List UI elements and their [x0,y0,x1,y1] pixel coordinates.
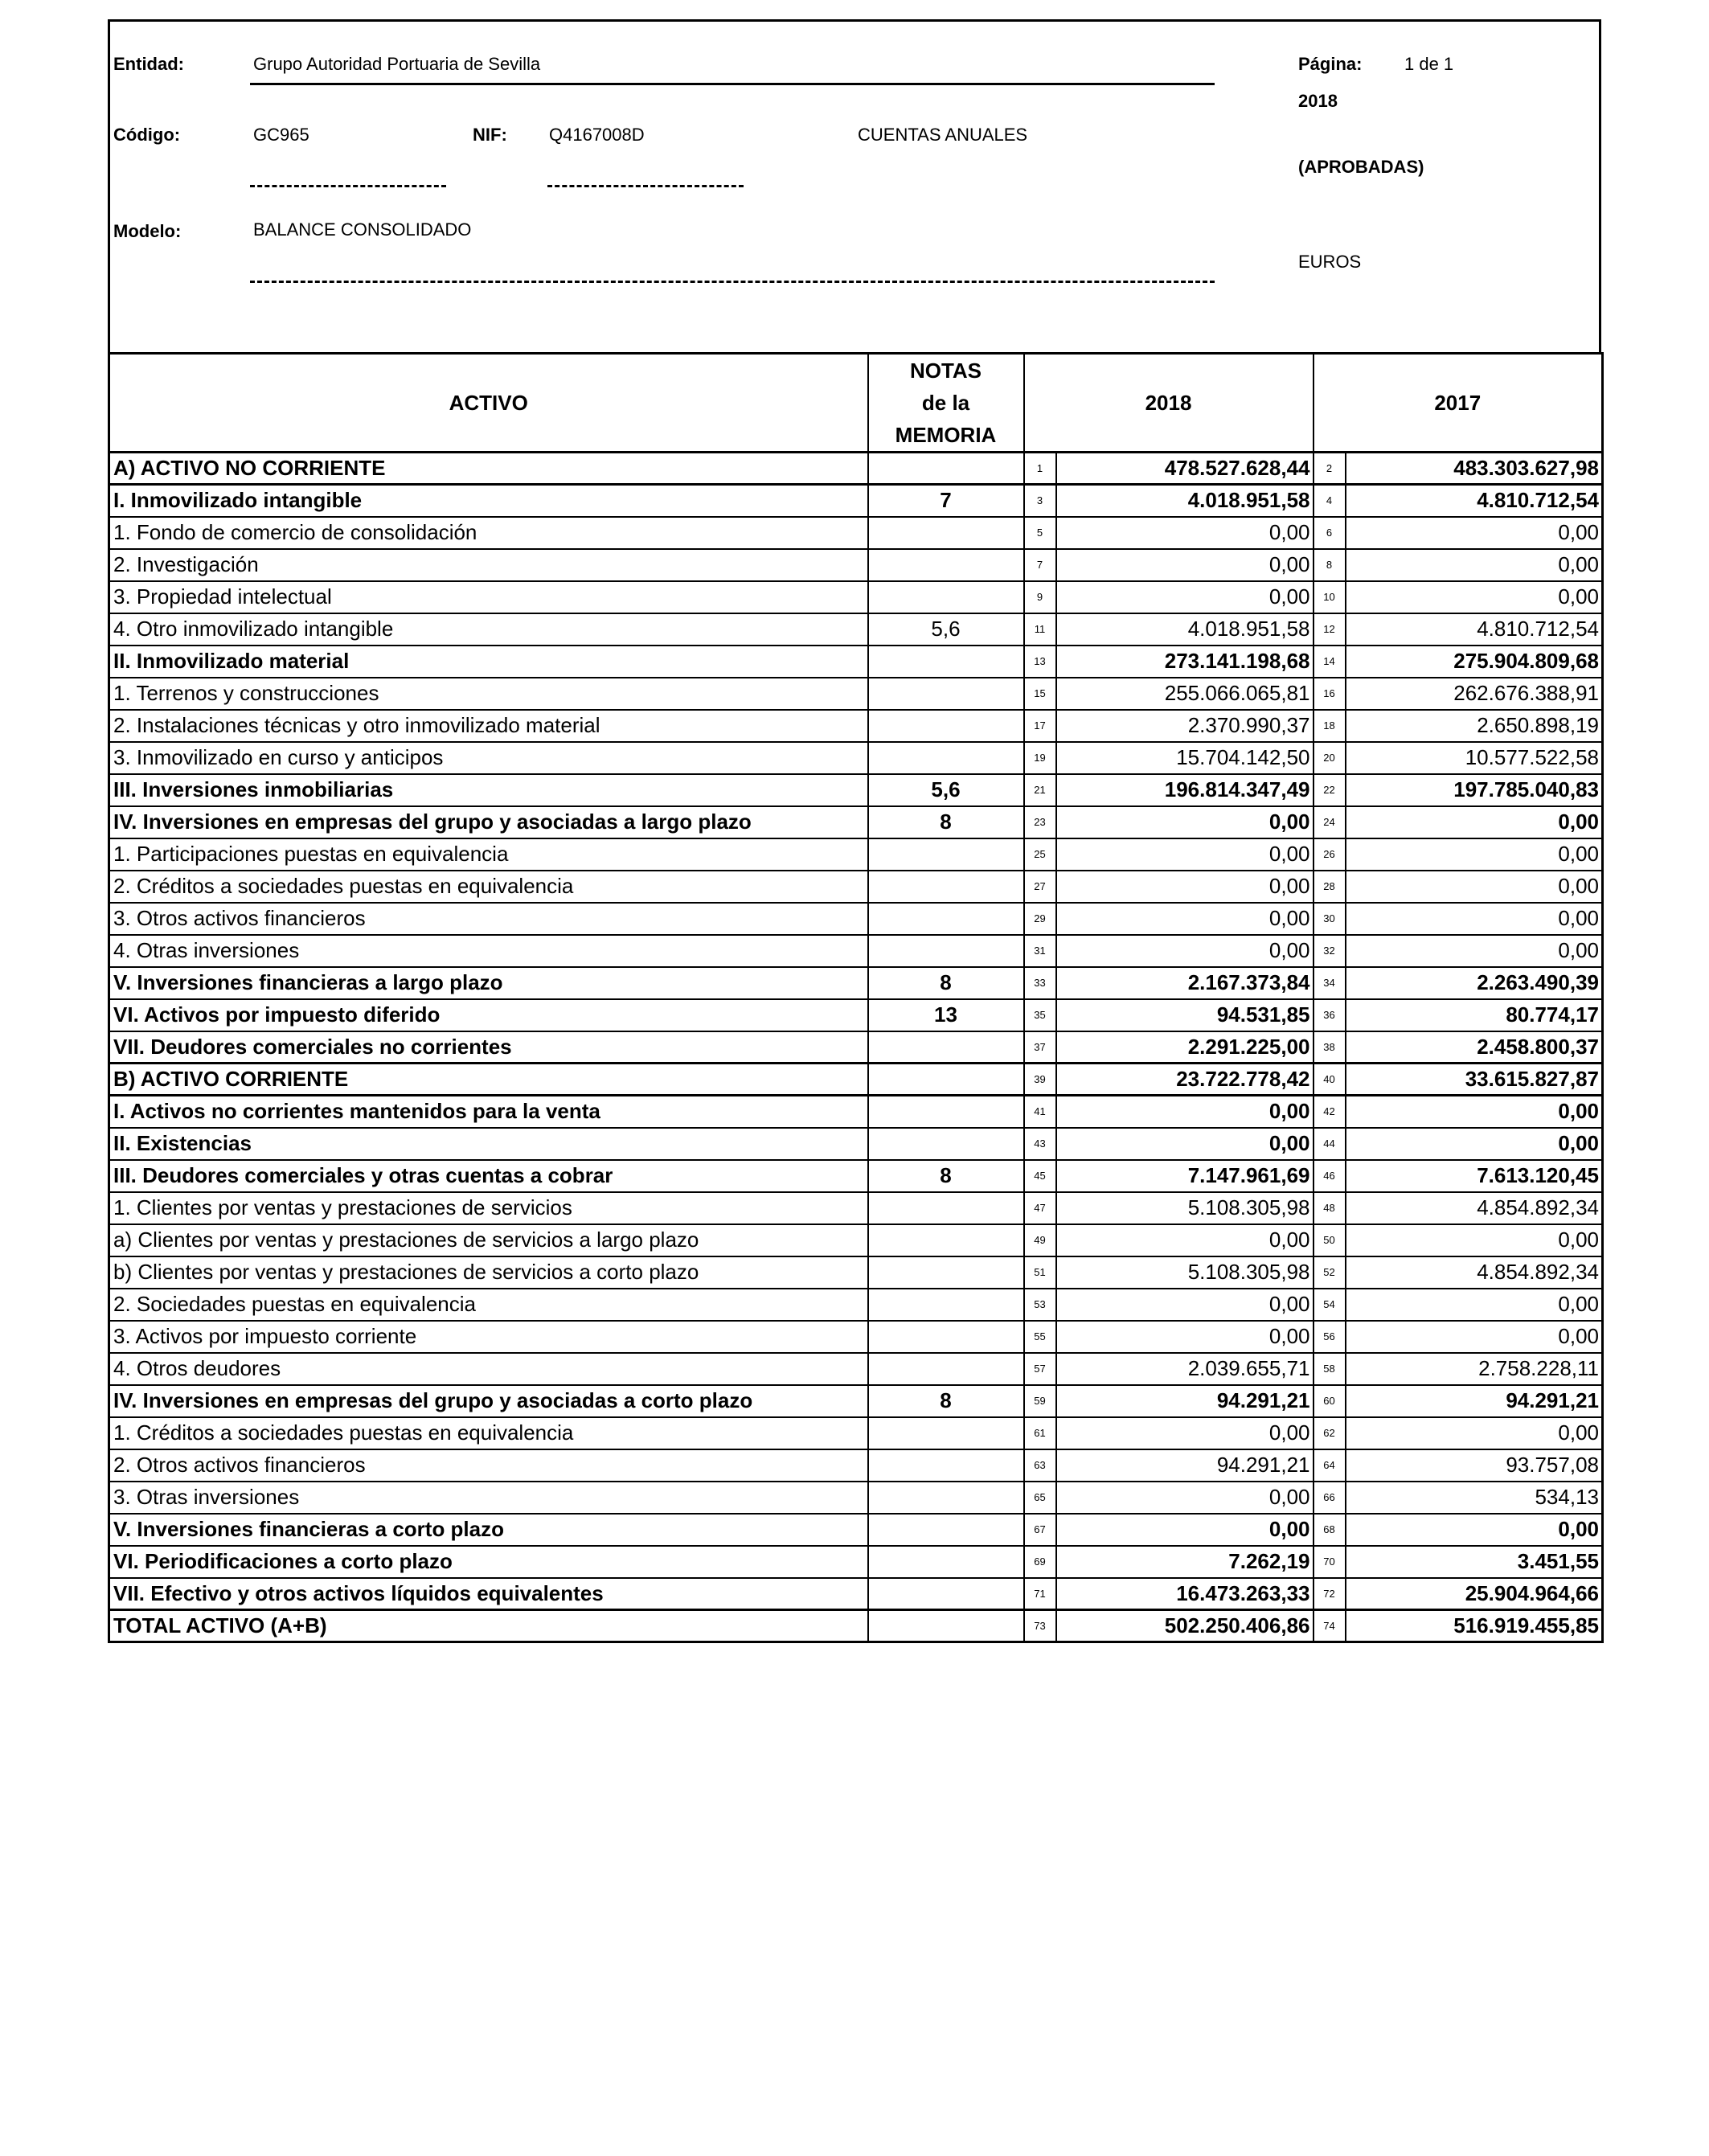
row-value-2018: 0,00 [1056,838,1314,871]
row-value-2017: 94.291,21 [1346,1385,1603,1417]
row-value-2018: 5.108.305,98 [1056,1192,1314,1224]
document-status: (APROBADAS) [1298,157,1424,177]
table-row [109,1289,1603,1321]
currency-label: EUROS [1298,252,1362,272]
row-nota [868,1289,1024,1321]
balance-table [108,352,1604,1643]
row-code-2017: 68 [1314,1514,1346,1546]
table-header-row [109,354,1603,453]
row-code-2017: 66 [1314,1482,1346,1514]
row-nota [868,1482,1024,1514]
row-code-2017: 42 [1314,1096,1346,1128]
row-label: 3. Propiedad intelectual [109,581,868,613]
row-label: I. Inmovilizado intangible [109,485,868,517]
table-row [109,1192,1603,1224]
row-value-2017: 0,00 [1346,1289,1603,1321]
row-nota: 8 [868,1160,1024,1192]
row-code-2018: 47 [1024,1192,1056,1224]
row-value-2018: 2.291.225,00 [1056,1031,1314,1064]
row-value-2018: 0,00 [1056,1289,1314,1321]
table-row [109,1064,1603,1096]
row-code-2017: 44 [1314,1128,1346,1160]
row-value-2018: 0,00 [1056,1514,1314,1546]
row-code-2017: 20 [1314,742,1346,774]
table-row [109,1224,1603,1256]
row-code-2017: 14 [1314,646,1346,678]
row-code-2018: 23 [1024,806,1056,838]
row-code-2018: 71 [1024,1578,1056,1610]
row-value-2018: 7.147.961,69 [1056,1160,1314,1192]
row-value-2017: 0,00 [1346,1321,1603,1353]
row-nota [868,1224,1024,1256]
row-label: 3. Inmovilizado en curso y anticipos [109,742,868,774]
row-code-2018: 73 [1024,1610,1056,1642]
row-code-2018: 41 [1024,1096,1056,1128]
row-value-2018: 4.018.951,58 [1056,485,1314,517]
row-label: 1. Créditos a sociedades puestas en equivalencia [109,1417,868,1449]
row-value-2018: 0,00 [1056,549,1314,581]
row-value-2018: 0,00 [1056,1096,1314,1128]
row-label: II. Existencias [109,1128,868,1160]
row-code-2018: 43 [1024,1128,1056,1160]
row-code-2018: 35 [1024,999,1056,1031]
row-value-2018: 2.167.373,84 [1056,967,1314,999]
row-value-2017: 0,00 [1346,1224,1603,1256]
row-code-2017: 56 [1314,1321,1346,1353]
row-value-2018: 94.291,21 [1056,1449,1314,1482]
row-value-2017: 33.615.827,87 [1346,1064,1603,1096]
row-nota [868,903,1024,935]
row-label: VI. Periodificaciones a corto plazo [109,1546,868,1578]
row-label: 2. Créditos a sociedades puestas en equivalencia [109,871,868,903]
table-row [109,1096,1603,1128]
row-nota: 7 [868,485,1024,517]
row-value-2017: 0,00 [1346,1514,1603,1546]
nif-value: Q4167008D [549,125,645,145]
row-nota [868,549,1024,581]
row-nota [868,1546,1024,1578]
row-code-2017: 28 [1314,871,1346,903]
row-nota [868,710,1024,742]
table-row [109,1256,1603,1289]
row-nota: 8 [868,967,1024,999]
modelo-dashed-line [250,281,1215,283]
table-row [109,838,1603,871]
row-value-2018: 5.108.305,98 [1056,1256,1314,1289]
row-code-2018: 19 [1024,742,1056,774]
row-code-2018: 51 [1024,1256,1056,1289]
row-value-2017: 4.854.892,34 [1346,1192,1603,1224]
row-nota [868,1192,1024,1224]
row-code-2017: 52 [1314,1256,1346,1289]
row-nota: 8 [868,806,1024,838]
table-row [109,1385,1603,1417]
row-code-2017: 72 [1314,1578,1346,1610]
row-code-2018: 29 [1024,903,1056,935]
row-nota: 5,6 [868,774,1024,806]
row-code-2018: 1 [1024,453,1056,485]
row-value-2017: 93.757,08 [1346,1449,1603,1482]
row-code-2018: 53 [1024,1289,1056,1321]
row-code-2018: 63 [1024,1449,1056,1482]
row-code-2018: 57 [1024,1353,1056,1385]
row-code-2018: 61 [1024,1417,1056,1449]
row-value-2018: 502.250.406,86 [1056,1610,1314,1642]
notas-header-line-2: de la [921,391,970,415]
row-code-2018: 27 [1024,871,1056,903]
table-row [109,871,1603,903]
table-row [109,485,1603,517]
row-value-2017: 0,00 [1346,581,1603,613]
row-label: I. Activos no corrientes mantenidos para la venta [109,1096,868,1128]
row-value-2017: 10.577.522,58 [1346,742,1603,774]
row-value-2018: 0,00 [1056,1321,1314,1353]
table-row [109,1353,1603,1385]
row-code-2018: 13 [1024,646,1056,678]
row-code-2018: 7 [1024,549,1056,581]
row-value-2018: 0,00 [1056,1224,1314,1256]
row-code-2018: 31 [1024,935,1056,967]
row-code-2018: 49 [1024,1224,1056,1256]
nif-dashed-line [547,185,744,187]
row-value-2017: 0,00 [1346,871,1603,903]
row-value-2017: 0,00 [1346,838,1603,871]
row-value-2018: 273.141.198,68 [1056,646,1314,678]
row-value-2017: 0,00 [1346,549,1603,581]
row-nota [868,742,1024,774]
table-row [109,1578,1603,1610]
row-value-2017: 4.854.892,34 [1346,1256,1603,1289]
row-code-2017: 22 [1314,774,1346,806]
table-row [109,1449,1603,1482]
document-header [108,19,1601,352]
row-code-2017: 46 [1314,1160,1346,1192]
row-code-2018: 17 [1024,710,1056,742]
table-row [109,517,1603,549]
row-code-2017: 6 [1314,517,1346,549]
header-year: 2018 [1298,91,1338,111]
table-row [109,806,1603,838]
row-label: IV. Inversiones en empresas del grupo y asociadas a corto plazo [109,1385,868,1417]
row-code-2018: 9 [1024,581,1056,613]
row-label: III. Deudores comerciales y otras cuentas a cobrar [109,1160,868,1192]
row-value-2018: 0,00 [1056,806,1314,838]
row-value-2017: 25.904.964,66 [1346,1578,1603,1610]
row-value-2017: 275.904.809,68 [1346,646,1603,678]
entidad-value: Grupo Autoridad Portuaria de Sevilla [253,54,541,74]
row-code-2017: 8 [1314,549,1346,581]
row-nota [868,1610,1024,1642]
row-label: VI. Activos por impuesto diferido [109,999,868,1031]
row-value-2017: 197.785.040,83 [1346,774,1603,806]
codigo-label: Código: [113,125,181,145]
notas-column-header [868,354,1024,453]
row-code-2017: 24 [1314,806,1346,838]
codigo-dashed-line [250,185,446,187]
row-nota [868,1064,1024,1096]
row-code-2017: 2 [1314,453,1346,485]
row-value-2018: 15.704.142,50 [1056,742,1314,774]
row-label: A) ACTIVO NO CORRIENTE [109,453,868,485]
row-nota: 8 [868,1385,1024,1417]
row-value-2018: 0,00 [1056,517,1314,549]
row-code-2017: 50 [1314,1224,1346,1256]
table-row [109,613,1603,646]
row-label: II. Inmovilizado material [109,646,868,678]
row-label: b) Clientes por ventas y prestaciones de servicios a corto plazo [109,1256,868,1289]
row-code-2017: 26 [1314,838,1346,871]
row-code-2018: 21 [1024,774,1056,806]
row-nota [868,1417,1024,1449]
row-value-2017: 2.650.898,19 [1346,710,1603,742]
row-nota [868,838,1024,871]
row-code-2017: 34 [1314,967,1346,999]
row-label: V. Inversiones financieras a largo plazo [109,967,868,999]
table-row [109,967,1603,999]
row-label: 1. Terrenos y construcciones [109,678,868,710]
row-nota [868,1353,1024,1385]
row-nota [868,1128,1024,1160]
notas-header-line-1: NOTAS [909,359,982,383]
row-label: 4. Otro inmovilizado intangible [109,613,868,646]
row-code-2017: 36 [1314,999,1346,1031]
row-code-2018: 59 [1024,1385,1056,1417]
row-value-2018: 4.018.951,58 [1056,613,1314,646]
row-value-2017: 262.676.388,91 [1346,678,1603,710]
table-row [109,549,1603,581]
table-row [109,742,1603,774]
pagina-label: Página: [1298,54,1363,74]
row-code-2017: 54 [1314,1289,1346,1321]
notas-header-line-3: MEMORIA [895,423,997,447]
row-label: VII. Efectivo y otros activos líquidos equivalentes [109,1578,868,1610]
pagina-value: 1 de 1 [1404,54,1454,74]
row-code-2018: 5 [1024,517,1056,549]
row-value-2017: 2.458.800,37 [1346,1031,1603,1064]
entidad-underline [250,83,1215,85]
row-label: 1. Clientes por ventas y prestaciones de servicios [109,1192,868,1224]
row-label: 3. Activos por impuesto corriente [109,1321,868,1353]
row-value-2017: 0,00 [1346,1128,1603,1160]
row-value-2018: 0,00 [1056,903,1314,935]
row-value-2017: 4.810.712,54 [1346,485,1603,517]
row-code-2017: 32 [1314,935,1346,967]
table-row [109,1417,1603,1449]
row-code-2018: 39 [1024,1064,1056,1096]
table-row [109,646,1603,678]
row-label: 2. Otros activos financieros [109,1449,868,1482]
row-code-2017: 62 [1314,1417,1346,1449]
modelo-label: Modelo: [113,221,182,241]
row-value-2018: 0,00 [1056,871,1314,903]
row-value-2017: 3.451,55 [1346,1546,1603,1578]
row-value-2017: 0,00 [1346,1096,1603,1128]
row-value-2018: 2.370.990,37 [1056,710,1314,742]
row-label: 2. Instalaciones técnicas y otro inmovilizado material [109,710,868,742]
table-row [109,1128,1603,1160]
row-nota [868,678,1024,710]
row-nota [868,453,1024,485]
row-value-2018: 7.262,19 [1056,1546,1314,1578]
modelo-value: BALANCE CONSOLIDADO [253,219,472,240]
table-row [109,1160,1603,1192]
row-code-2018: 65 [1024,1482,1056,1514]
row-value-2018: 0,00 [1056,581,1314,613]
row-nota [868,581,1024,613]
row-label: 3. Otros activos financieros [109,903,868,935]
table-row [109,774,1603,806]
row-value-2017: 534,13 [1346,1482,1603,1514]
row-label: 3. Otras inversiones [109,1482,868,1514]
table-row [109,1546,1603,1578]
row-label: 4. Otras inversiones [109,935,868,967]
row-value-2017: 0,00 [1346,1417,1603,1449]
row-nota [868,1031,1024,1064]
table-row [109,1321,1603,1353]
row-code-2018: 3 [1024,485,1056,517]
row-code-2017: 64 [1314,1449,1346,1482]
row-label: 4. Otros deudores [109,1353,868,1385]
row-code-2018: 15 [1024,678,1056,710]
row-value-2018: 0,00 [1056,1482,1314,1514]
row-code-2017: 70 [1314,1546,1346,1578]
row-value-2018: 0,00 [1056,1417,1314,1449]
row-value-2017: 4.810.712,54 [1346,613,1603,646]
row-code-2018: 11 [1024,613,1056,646]
row-label: TOTAL ACTIVO (A+B) [109,1610,868,1642]
row-label: 1. Fondo de comercio de consolidación [109,517,868,549]
row-value-2018: 16.473.263,33 [1056,1578,1314,1610]
row-code-2017: 18 [1314,710,1346,742]
row-code-2018: 33 [1024,967,1056,999]
table-row [109,1482,1603,1514]
row-code-2017: 40 [1314,1064,1346,1096]
row-label: B) ACTIVO CORRIENTE [109,1064,868,1096]
row-code-2018: 67 [1024,1514,1056,1546]
row-value-2017: 0,00 [1346,517,1603,549]
table-row [109,1610,1603,1642]
row-label: IV. Inversiones en empresas del grupo y asociadas a largo plazo [109,806,868,838]
activo-column-header: ACTIVO [109,354,868,453]
row-value-2017: 483.303.627,98 [1346,453,1603,485]
row-label: 1. Participaciones puestas en equivalencia [109,838,868,871]
row-value-2017: 516.919.455,85 [1346,1610,1603,1642]
row-code-2017: 12 [1314,613,1346,646]
row-code-2018: 37 [1024,1031,1056,1064]
row-value-2017: 7.613.120,45 [1346,1160,1603,1192]
document-type: CUENTAS ANUALES [858,125,1028,145]
row-code-2018: 55 [1024,1321,1056,1353]
row-nota [868,871,1024,903]
row-nota [868,1449,1024,1482]
row-code-2017: 30 [1314,903,1346,935]
nif-label: NIF: [473,125,507,145]
row-value-2018: 23.722.778,42 [1056,1064,1314,1096]
row-value-2017: 80.774,17 [1346,999,1603,1031]
row-value-2017: 0,00 [1346,903,1603,935]
row-code-2017: 38 [1314,1031,1346,1064]
row-value-2018: 94.531,85 [1056,999,1314,1031]
row-value-2018: 478.527.628,44 [1056,453,1314,485]
row-value-2017: 0,00 [1346,806,1603,838]
codigo-value: GC965 [253,125,309,145]
row-code-2017: 58 [1314,1353,1346,1385]
balance-rows [109,453,1603,1642]
row-value-2018: 2.039.655,71 [1056,1353,1314,1385]
table-row [109,581,1603,613]
table-row [109,903,1603,935]
year-2018-column-header: 2018 [1024,354,1314,453]
table-row [109,678,1603,710]
table-row [109,935,1603,967]
table-row [109,1031,1603,1064]
row-nota [868,935,1024,967]
table-row [109,453,1603,485]
row-label: a) Clientes por ventas y prestaciones de servicios a largo plazo [109,1224,868,1256]
row-code-2017: 10 [1314,581,1346,613]
row-label: VII. Deudores comerciales no corrientes [109,1031,868,1064]
year-2017-column-header: 2017 [1314,354,1603,453]
row-nota [868,1578,1024,1610]
row-nota [868,517,1024,549]
row-nota [868,1256,1024,1289]
row-nota: 13 [868,999,1024,1031]
row-value-2018: 94.291,21 [1056,1385,1314,1417]
row-code-2017: 60 [1314,1385,1346,1417]
row-value-2018: 255.066.065,81 [1056,678,1314,710]
row-label: V. Inversiones financieras a corto plazo [109,1514,868,1546]
row-value-2018: 0,00 [1056,935,1314,967]
row-code-2018: 25 [1024,838,1056,871]
entidad-label: Entidad: [113,54,184,74]
table-row [109,999,1603,1031]
row-value-2017: 2.758.228,11 [1346,1353,1603,1385]
row-code-2017: 16 [1314,678,1346,710]
row-label: III. Inversiones inmobiliarias [109,774,868,806]
row-nota [868,1514,1024,1546]
row-code-2017: 48 [1314,1192,1346,1224]
row-label: 2. Sociedades puestas en equivalencia [109,1289,868,1321]
row-nota [868,1096,1024,1128]
row-value-2017: 0,00 [1346,935,1603,967]
row-code-2017: 74 [1314,1610,1346,1642]
row-value-2018: 0,00 [1056,1128,1314,1160]
row-code-2018: 69 [1024,1546,1056,1578]
row-code-2018: 45 [1024,1160,1056,1192]
table-row [109,1514,1603,1546]
row-nota [868,646,1024,678]
row-label: 2. Investigación [109,549,868,581]
row-nota: 5,6 [868,613,1024,646]
row-code-2017: 4 [1314,485,1346,517]
table-row [109,710,1603,742]
row-nota [868,1321,1024,1353]
row-value-2017: 2.263.490,39 [1346,967,1603,999]
balance-document [108,19,1601,1643]
row-value-2018: 196.814.347,49 [1056,774,1314,806]
